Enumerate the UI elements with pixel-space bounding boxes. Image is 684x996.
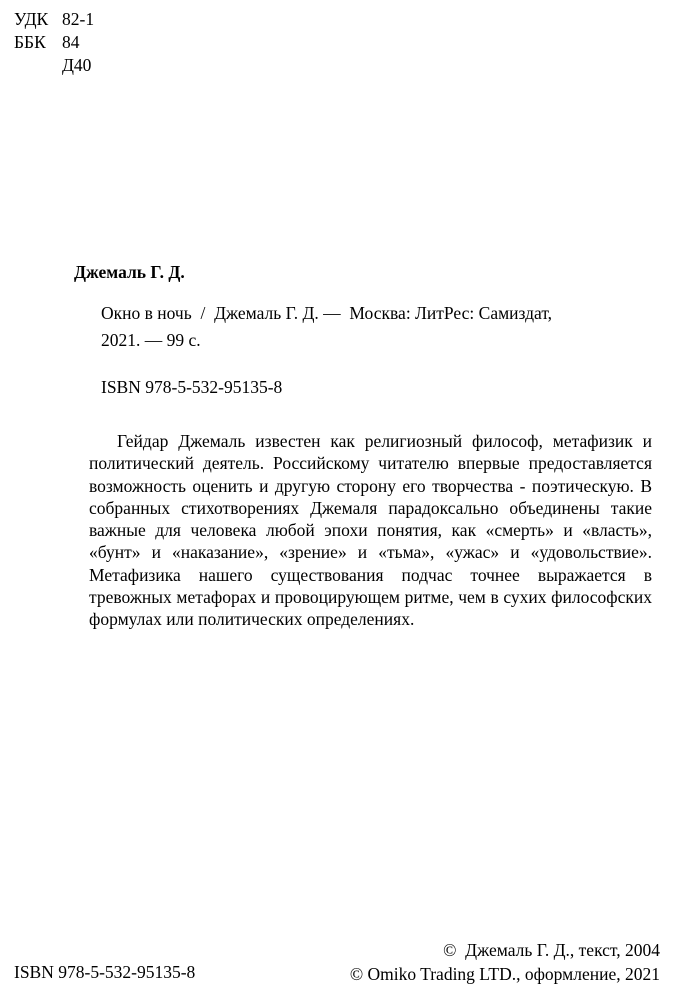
author-heading: Джемаль Г. Д.: [74, 262, 185, 282]
isbn: ISBN 978-5-532-95135-8: [101, 377, 283, 397]
annotation: Гейдар Джемаль известен как религиозный философ, метафизик и политический деятель. Российскому читателю впервые предоставляется возможность оценить и другую сторону его творчества - поэтическую. В собранных стихотворениях Джемаля парадоксально объединены такие важные для человека любой эпохи понятия, как «смерть» и «власть», «бунт» и «наказание», «зрение» и «тьма», «ужас» и «удовольствие». Метафизика нашего существования подчас точнее выражается в тревожных метафорах и провоцирующем ритме, чем в сухих философских формулах или политических определениях.: [89, 431, 652, 630]
bbk-value: 84: [62, 32, 80, 52]
bibliographic-line-1: Окно в ночь / Джемаль Г. Д. — Москва: ЛитРес: Самиздат,: [101, 303, 553, 323]
udk-row: [14, 8, 94, 31]
bbk-label: ББК: [14, 32, 46, 52]
udk-label: УДК: [14, 9, 49, 29]
author-mark: Д40: [62, 55, 92, 75]
bibliographic-line-2: 2021. — 99 с.: [101, 330, 201, 350]
udk-value: 82-1: [62, 9, 95, 29]
copyright-design: © Omiko Trading LTD., оформление, 2021: [349, 964, 660, 984]
footer-isbn: ISBN 978-5-532-95135-8: [14, 962, 196, 982]
copyright-text: © Джемаль Г. Д., текст, 2004: [443, 940, 660, 960]
author-mark-row: [14, 54, 94, 77]
bibliographic-description: [101, 300, 621, 354]
copyright-block: [350, 938, 660, 986]
bbk-row: [14, 31, 94, 54]
classification-block: [14, 8, 94, 77]
